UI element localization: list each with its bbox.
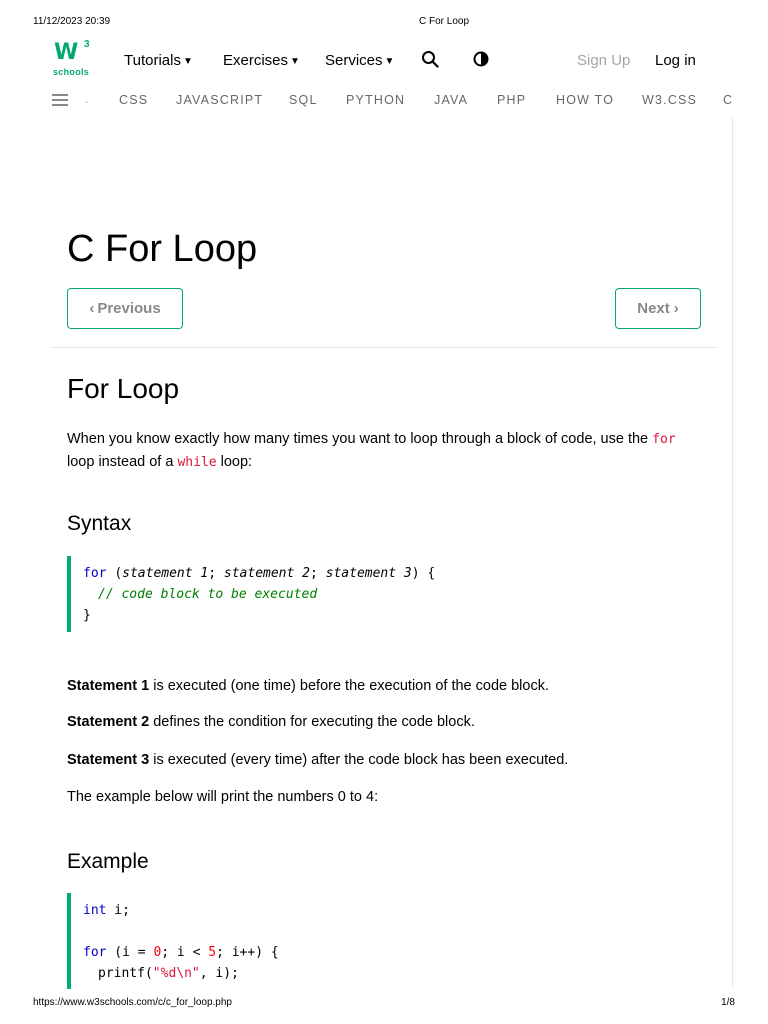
caret-down-icon: ▼ <box>384 56 395 67</box>
code-punct: ) { <box>411 566 436 581</box>
print-doc-title: C For Loop <box>418 16 470 27</box>
code-punct: ( <box>114 566 123 581</box>
subnav-link-php[interactable]: PHP <box>497 93 527 107</box>
code-blank-line <box>83 921 707 942</box>
chevron-right-icon: › <box>673 300 679 317</box>
section-divider <box>52 347 716 348</box>
subnav-link-c[interactable]: C <box>723 93 734 107</box>
print-footer <box>0 997 768 1011</box>
sign-up-link[interactable]: Sign Up <box>577 52 631 69</box>
w3schools-logo[interactable] <box>52 40 94 80</box>
print-page-number: 1/8 <box>721 997 735 1008</box>
logo-schools: schools <box>53 67 90 77</box>
caret-down-icon: ▼ <box>290 56 300 67</box>
statement-3-text: is executed (every time) after the code block has been executed. <box>153 752 569 768</box>
statement-2-label: Statement 2 <box>67 714 150 730</box>
code-text: , i); <box>199 966 239 981</box>
code-comment: // code block to be executed <box>98 587 318 602</box>
code-string: "%d\n" <box>152 966 200 981</box>
intro-paragraph <box>67 428 707 474</box>
subnav-link-css[interactable]: CSS <box>119 93 149 107</box>
previous-label: Previous <box>97 300 161 317</box>
services-label: Services <box>325 52 383 69</box>
statement-1-label: Statement 1 <box>67 678 150 694</box>
code-line <box>83 942 707 963</box>
logo-sup: 3 <box>84 39 90 50</box>
code-number: 0 <box>153 945 162 960</box>
next-button[interactable] <box>615 288 701 329</box>
code-line <box>83 963 707 984</box>
code-text: i; <box>106 903 130 918</box>
statement-3-label: Statement 3 <box>67 752 150 768</box>
section-title: For Loop <box>67 373 180 404</box>
print-timestamp: 11/12/2023 20:39 <box>33 16 111 27</box>
tutorials-label: Tutorials <box>124 52 181 69</box>
code-line <box>83 584 707 605</box>
exercises-dropdown[interactable] <box>223 52 300 69</box>
subnav-link-java[interactable]: JAVA <box>434 93 469 107</box>
statement-3-paragraph <box>67 752 568 768</box>
logo-w: W <box>54 40 78 65</box>
example-intro: The example below will print the numbers 0 to 4: <box>67 789 379 805</box>
code-punct: ; <box>309 566 326 581</box>
code-line <box>83 605 707 626</box>
contrast-icon[interactable] <box>473 51 489 67</box>
caret-down-icon: ▼ <box>182 56 193 67</box>
intro-text-1: When you know exactly how many times you want to loop through a block of code, use the <box>67 431 649 447</box>
inline-code-while: while <box>177 455 217 470</box>
chevron-left-icon: ‹ <box>89 300 95 317</box>
hamburger-menu-icon[interactable] <box>52 94 68 106</box>
services-dropdown[interactable] <box>325 52 394 69</box>
inline-code-for: for <box>652 432 676 447</box>
subnav-link-howto[interactable]: HOW TO <box>556 93 615 107</box>
syntax-code-block <box>67 556 707 632</box>
code-statement: statement 2 <box>223 566 310 581</box>
previous-button[interactable] <box>67 288 183 329</box>
next-label: Next <box>637 300 670 317</box>
print-header <box>0 16 768 30</box>
code-text: ; i++) { <box>216 945 279 960</box>
code-keyword: for <box>83 566 107 581</box>
log-in-link[interactable]: Log in <box>655 52 696 69</box>
statement-2-paragraph <box>67 714 475 730</box>
content-right-border <box>732 118 733 988</box>
code-punct: } <box>83 608 91 623</box>
top-navbar <box>0 38 768 84</box>
code-line <box>83 900 707 921</box>
subnav-link-w3css[interactable]: W3.CSS <box>642 93 698 107</box>
code-text: ; i < <box>161 945 209 960</box>
code-text: printf( <box>98 966 153 981</box>
intro-text-2: loop instead of a <box>67 454 174 470</box>
statement-1-text: is executed (one time) before the execution of the code block. <box>153 678 549 694</box>
code-punct: ; <box>208 566 224 581</box>
subnav-link-javascript[interactable]: JAVASCRIPT <box>176 93 264 107</box>
subnav-link-sql[interactable]: SQL <box>289 93 318 107</box>
code-text: (i = <box>106 945 154 960</box>
statement-1-paragraph <box>67 678 549 694</box>
intro-text-3: loop: <box>220 454 253 470</box>
syntax-heading: Syntax <box>67 512 132 535</box>
exercises-label: Exercises <box>223 52 289 69</box>
print-url: https://www.w3schools.com/c/c_for_loop.php <box>33 997 232 1008</box>
subnav-dot: . <box>85 92 89 106</box>
code-keyword: int <box>83 903 107 918</box>
code-statement: statement 3 <box>325 566 412 581</box>
page-title: C For Loop <box>67 228 258 270</box>
code-line <box>83 563 707 584</box>
search-icon[interactable] <box>421 50 439 68</box>
code-number: 5 <box>208 945 217 960</box>
code-keyword: for <box>83 945 107 960</box>
example-code-block <box>67 893 707 989</box>
subnav-link-python[interactable]: PYTHON <box>346 93 406 107</box>
topics-subnav <box>0 90 768 112</box>
tutorials-dropdown[interactable] <box>124 52 193 69</box>
code-statement: statement 1 <box>122 566 209 581</box>
statement-2-text: defines the condition for executing the code block. <box>153 714 475 730</box>
example-heading: Example <box>67 850 149 873</box>
